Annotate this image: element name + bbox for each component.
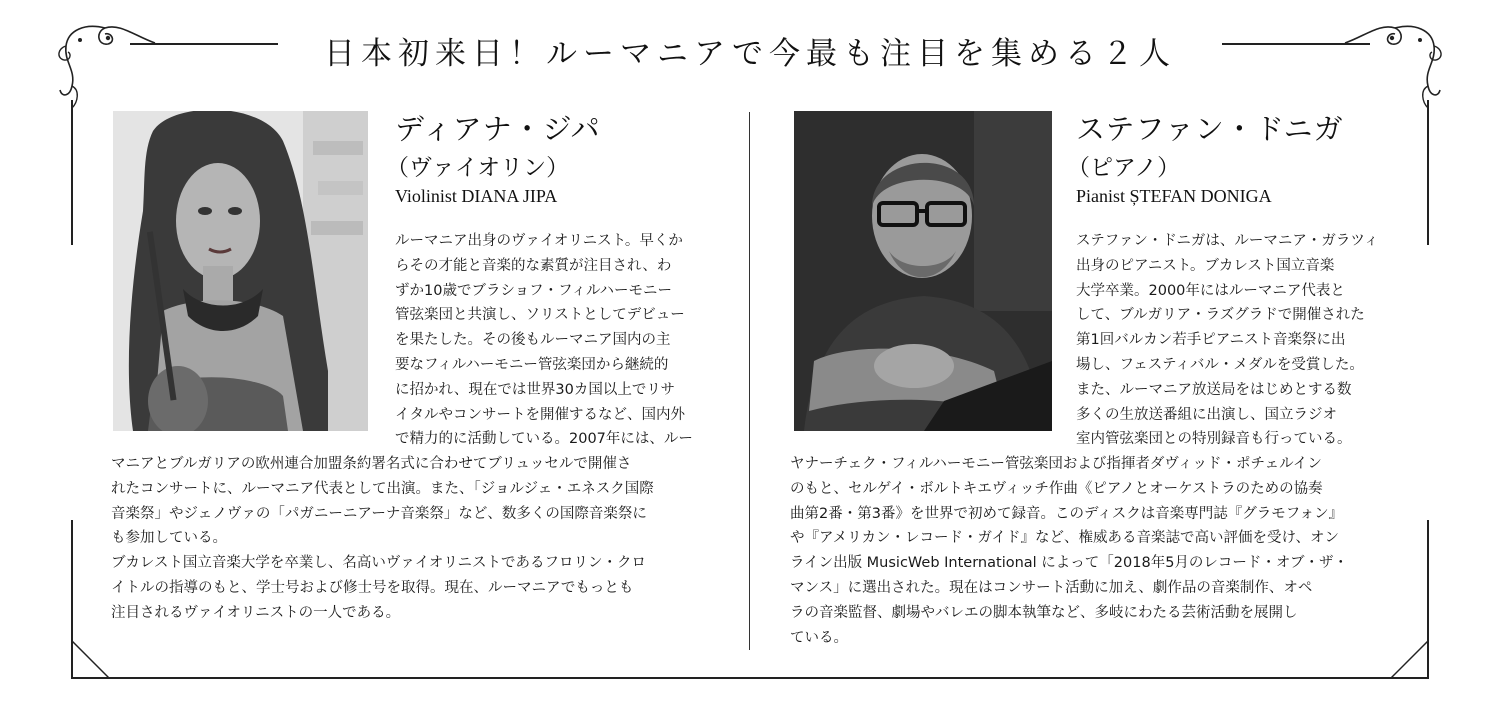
frame-right-rule — [1427, 100, 1429, 245]
diana-bio-line: に招かれ、現在では世界30カ国以上でリサ — [395, 381, 676, 398]
diana-bio-line: 管弦楽団と共演し、ソリストとしてデビュー — [395, 307, 685, 324]
diana-bio-line: で精力的に活動している。2007年には、ルー — [395, 431, 693, 448]
diana-name-en: Violinist DIANA JIPA — [395, 186, 558, 206]
diana-bio-line: 音楽祭」やジェノヴァの「パガニーニアーナ音楽祭」など、数多くの国際音楽祭に — [111, 505, 647, 522]
stefan-bio-line: ている。 — [790, 629, 848, 646]
diana-bio-line: れたコンサートに、ルーマニア代表として出演。また、「ジョルジェ・エネスク国際 — [111, 480, 654, 497]
stefan-bio-line: 室内管弦楽団との特別録音も行っている。 — [1076, 431, 1352, 448]
column-divider — [749, 112, 750, 650]
stefan-bio-line: 出身のピアニスト。ブカレスト国立音楽 — [1076, 257, 1335, 274]
stefan-bio-line: ヤナーチェク・フィルハーモニー管弦楽団および指揮者ダヴィッド・ポチェルイン — [790, 456, 1322, 472]
diana-bio-line: イトルの指導のもと、学士号および修士号を取得。現在、ルーマニアでもっとも — [111, 579, 634, 596]
stefan-bio-upper — [1076, 229, 1396, 452]
stefan-bio-line: ライン出版 MusicWeb International によって「2018年5月のレコード・オブ・ザ・ — [790, 555, 1348, 572]
diana-jipa-photo — [113, 111, 368, 431]
stefan-bio-line: のもと、セルゲイ・ボルトキエヴィッチ作曲《ピアノとオーケストラのための協奏 — [790, 480, 1323, 497]
stefan-bio-line: また、ルーマニア放送局をはじめとする数 — [1076, 381, 1352, 398]
corner-ornament-top-left — [50, 18, 160, 113]
stefan-bio-line: 多くの生放送番組に出演し、国立ラジオ — [1076, 406, 1337, 423]
stefan-bio-lower — [790, 452, 1398, 650]
stefan-bio-line: して、ブルガリア・ラズグラドで開催された — [1076, 307, 1365, 324]
diana-bio-line: らその才能と音楽的な素質が注目され、わ — [395, 257, 672, 274]
diana-bio-line: 注目されるヴァイオリニストの一人である。 — [111, 604, 401, 621]
diana-bio-line: ずか10歳でブラショフ・フィルハーモニー — [395, 282, 672, 299]
stefan-name-ja: ステファン・ドニガ — [1076, 112, 1344, 146]
stefan-bio-line: 場し、フェスティバル・メダルを受賞した。 — [1076, 356, 1364, 373]
diana-bio-lower — [111, 452, 725, 626]
stefan-bio-line: や『アメリカン・レコード・ガイド』など、権威ある音楽誌で高い評価を受け、オン — [790, 530, 1339, 547]
stefan-doniga-photo — [794, 111, 1052, 431]
corner-ornament-bottom-left — [71, 640, 111, 680]
pianist-portrait-image — [794, 111, 1052, 431]
diana-bio-upper — [395, 229, 725, 452]
diana-bio-line: マニアとブルガリアの欧州連合加盟条約署名式に合わせてブリュッセルで開催さ — [111, 456, 632, 472]
violinist-portrait-image — [113, 111, 368, 431]
diana-name-ja: ディアナ・ジパ — [395, 112, 601, 146]
frame-left-rule — [71, 100, 73, 245]
stefan-bio-line: 第1回バルカン若手ピアニスト音楽祭に出 — [1076, 332, 1346, 349]
corner-ornament-top-right — [1340, 18, 1450, 113]
diana-role-ja: （ヴァイオリン） — [386, 155, 570, 181]
stefan-name-en: Pianist ȘTEFAN DONIGA — [1076, 186, 1272, 206]
diana-bio-line: を果たした。その後もルーマニア国内の主 — [395, 332, 671, 349]
stefan-bio-line: 曲第2番・第3番》を世界で初めて録音。このディスクは音楽専門誌『グラモフォン』 — [790, 505, 1344, 522]
diana-bio-line: 要なフィルハーモニー管弦楽団から継続的 — [395, 356, 669, 373]
stefan-bio-line: マンス」に選出された。現在はコンサート活動に加え、劇作品の音楽制作、オペ — [790, 579, 1313, 596]
diana-bio-line: ルーマニア出身のヴァイオリニスト。早くか — [395, 233, 683, 249]
diana-bio-line: イタルやコンサートを開催するなど、国内外 — [395, 406, 685, 423]
stefan-bio-line: ステファン・ドニガは、ルーマニア・ガラツィ — [1076, 233, 1379, 249]
stefan-bio-line: 大学卒業。2000年にはルーマニア代表と — [1076, 282, 1345, 299]
diana-bio-line: も参加している。 — [111, 530, 227, 547]
diana-bio-line: ブカレスト国立音楽大学を卒業し、名高いヴァイオリニストであるフロリン・クロ — [111, 555, 647, 572]
page-title: 日本初来日！ルーマニアで今最も注目を集める２人 — [324, 36, 1176, 72]
stefan-bio-line: ラの音楽監督、劇場やバレエの脚本執筆など、多岐にわたる芸術活動を展開し — [790, 604, 1298, 621]
frame-bottom-rule — [71, 677, 1429, 679]
stefan-role-ja: （ピアノ） — [1067, 155, 1181, 181]
